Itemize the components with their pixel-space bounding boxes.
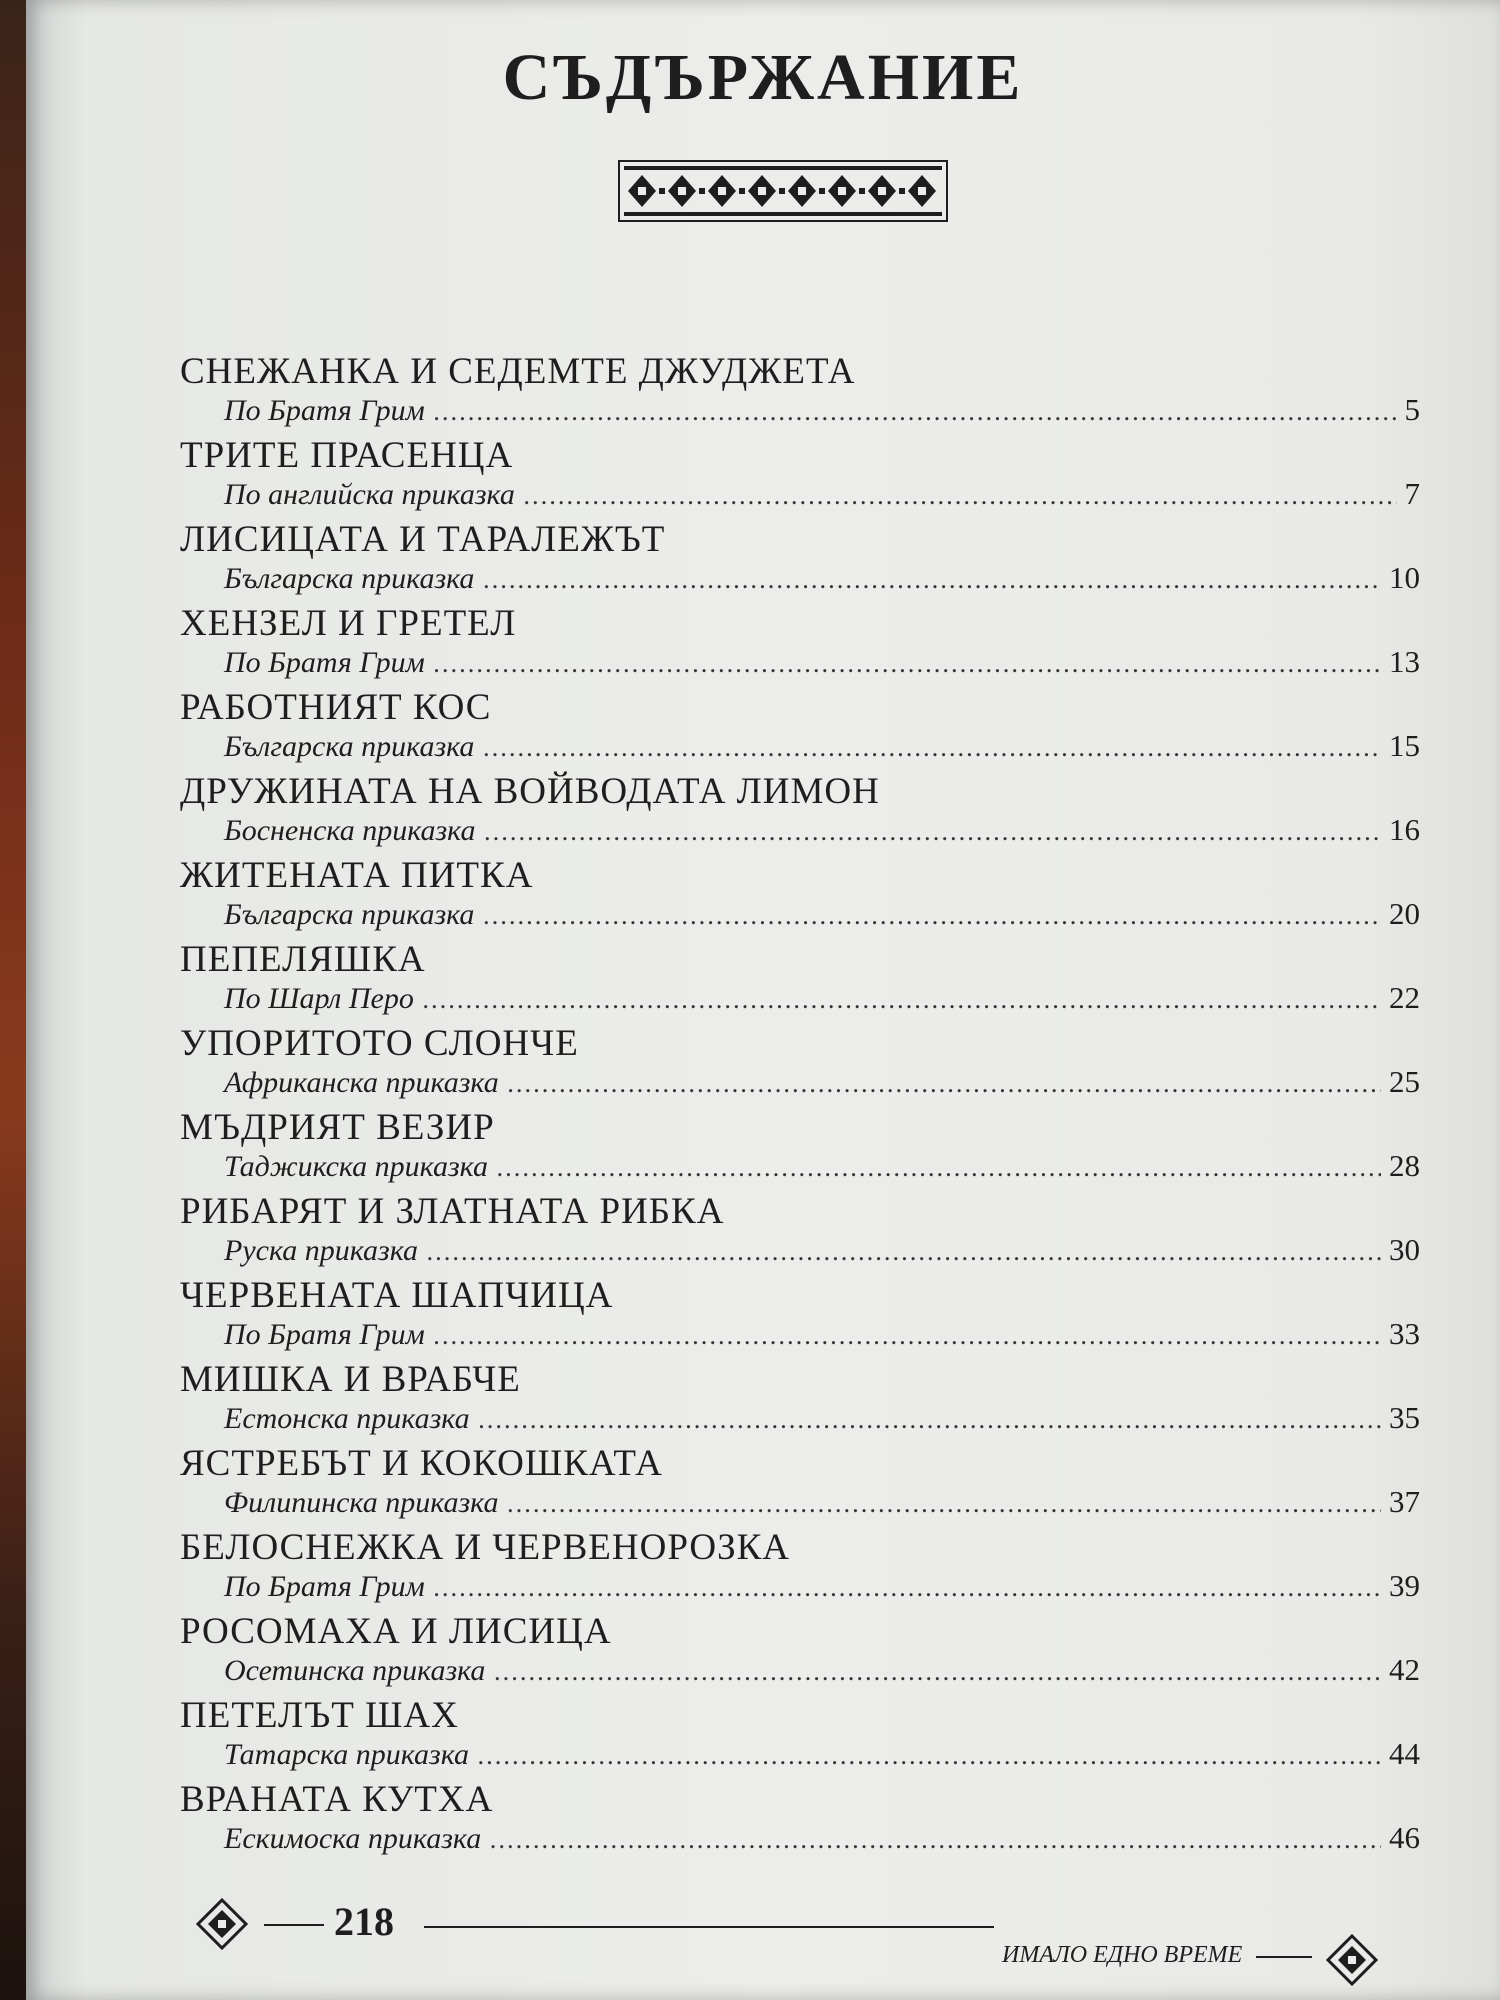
dot-leader bbox=[433, 650, 1381, 678]
toc-entry-line bbox=[224, 560, 1420, 602]
dot-leader bbox=[493, 1658, 1381, 1686]
toc-entry-subtitle: По Братя Грим bbox=[224, 1570, 425, 1603]
dot-leader bbox=[482, 902, 1381, 930]
toc-entry-title: РОСОМАХА И ЛИСИЦА bbox=[180, 1611, 612, 1652]
footer-page-number: 218 bbox=[334, 1899, 394, 1944]
toc-entry-subtitle: Българска приказка bbox=[224, 730, 475, 763]
page-footer bbox=[196, 1898, 1396, 1968]
toc-entry-line bbox=[224, 1484, 1420, 1526]
dot-leader bbox=[507, 1070, 1381, 1098]
toc-entry bbox=[180, 686, 1420, 770]
toc-entry bbox=[180, 1022, 1420, 1106]
toc-entry-subtitle: Босненска приказка bbox=[224, 814, 476, 847]
toc-entry-page-number: 28 bbox=[1389, 1148, 1420, 1183]
page-title: СЪДЪРЖАНИЕ bbox=[502, 41, 1024, 114]
footer-dash bbox=[264, 1924, 324, 1926]
dot-leader bbox=[506, 1490, 1381, 1518]
toc-entry bbox=[180, 1190, 1420, 1274]
toc-entry-title: ЖИТЕНАТА ПИТКА bbox=[180, 855, 534, 896]
dot-leader bbox=[426, 1238, 1381, 1266]
toc-entry-subtitle: Филипинска приказка bbox=[224, 1486, 499, 1519]
toc-entry-title: СНЕЖАНКА И СЕДЕМТЕ ДЖУДЖЕТА bbox=[180, 351, 856, 392]
toc-entry bbox=[180, 1694, 1420, 1778]
toc-entry-subtitle: Естонска приказка bbox=[224, 1402, 470, 1435]
toc-entry-line bbox=[224, 896, 1420, 938]
toc-entry-line bbox=[224, 1232, 1420, 1274]
footer-rule bbox=[424, 1926, 994, 1928]
toc-entry-subtitle: По Братя Грим bbox=[224, 1318, 425, 1351]
toc-entry bbox=[180, 854, 1420, 938]
footer-ornament-icon bbox=[196, 1898, 248, 1950]
toc-entry-line bbox=[224, 1148, 1420, 1190]
toc-entry bbox=[180, 1442, 1420, 1526]
toc-entry bbox=[180, 350, 1420, 434]
toc-entry-subtitle: Руска приказка bbox=[224, 1234, 419, 1267]
toc-entry-page-number: 15 bbox=[1389, 728, 1420, 763]
toc-entry-subtitle: По Братя Грим bbox=[224, 646, 425, 679]
toc-entry-title: ВРАНАТА КУТХА bbox=[180, 1779, 494, 1820]
toc-entry bbox=[180, 938, 1420, 1022]
toc-entry-subtitle: По Шарл Перо bbox=[224, 982, 414, 1015]
toc-entry-title: ПЕТЕЛЪТ ШАХ bbox=[180, 1695, 459, 1736]
toc-entry-line bbox=[224, 1400, 1420, 1442]
toc-entry bbox=[180, 1610, 1420, 1694]
dot-leader bbox=[422, 986, 1381, 1014]
table-of-contents bbox=[180, 350, 1420, 1862]
toc-entry-line bbox=[224, 1736, 1420, 1778]
toc-entry-subtitle: Африканска приказка bbox=[224, 1066, 499, 1099]
toc-entry-title: ДРУЖИНАТА НА ВОЙВОДАТА ЛИМОН bbox=[180, 771, 880, 812]
dot-leader bbox=[433, 1574, 1381, 1602]
toc-entry-page-number: 25 bbox=[1389, 1064, 1420, 1099]
toc-entry-line bbox=[224, 980, 1420, 1022]
toc-entry-title: ЧЕРВЕНАТА ШАПЧИЦА bbox=[180, 1275, 614, 1316]
footer-ornament-icon-right bbox=[1326, 1934, 1378, 1986]
toc-entry-line bbox=[224, 728, 1420, 770]
toc-entry bbox=[180, 770, 1420, 854]
footer-dash-right bbox=[1256, 1956, 1312, 1958]
toc-entry-title: БЕЛОСНЕЖКА И ЧЕРВЕНОРОЗКА bbox=[180, 1527, 791, 1568]
toc-entry-page-number: 37 bbox=[1389, 1484, 1420, 1519]
toc-entry-title: ПЕПЕЛЯШКА bbox=[180, 939, 426, 980]
dot-leader bbox=[489, 1826, 1381, 1854]
dot-leader bbox=[483, 818, 1381, 846]
dot-leader bbox=[482, 566, 1381, 594]
toc-entry-line bbox=[224, 1064, 1420, 1106]
toc-entry-subtitle: По английска приказка bbox=[224, 478, 515, 511]
toc-entry-subtitle: Татарска приказка bbox=[224, 1738, 470, 1771]
dot-leader bbox=[482, 734, 1381, 762]
toc-entry-subtitle: Таджикска приказка bbox=[224, 1150, 488, 1183]
dot-leader bbox=[496, 1154, 1381, 1182]
toc-entry bbox=[180, 434, 1420, 518]
toc-entry-line bbox=[224, 1820, 1420, 1862]
toc-entry-title: ХЕНЗЕЛ И ГРЕТЕЛ bbox=[180, 603, 517, 644]
toc-entry-page-number: 7 bbox=[1404, 476, 1420, 511]
dot-leader bbox=[433, 1322, 1381, 1350]
toc-entry bbox=[180, 1106, 1420, 1190]
toc-entry-page-number: 22 bbox=[1389, 980, 1420, 1015]
toc-entry-page-number: 13 bbox=[1389, 644, 1420, 679]
toc-entry-page-number: 16 bbox=[1389, 812, 1420, 847]
dot-leader bbox=[523, 482, 1397, 510]
toc-entry-page-number: 46 bbox=[1389, 1820, 1420, 1855]
toc-entry-subtitle: По Братя Грим bbox=[224, 394, 425, 427]
toc-entry bbox=[180, 1274, 1420, 1358]
folk-embroidery-ornament-icon bbox=[618, 160, 948, 222]
toc-entry-title: РАБОТНИЯТ КОС bbox=[180, 687, 492, 728]
toc-entry-title: МЪДРИЯТ ВЕЗИР bbox=[180, 1107, 495, 1148]
toc-entry-page-number: 35 bbox=[1389, 1400, 1420, 1435]
toc-entry-title: УПОРИТОТО СЛОНЧЕ bbox=[180, 1023, 579, 1064]
toc-entry-page-number: 20 bbox=[1389, 896, 1420, 931]
toc-entry bbox=[180, 602, 1420, 686]
toc-entry-subtitle: Българска приказка bbox=[224, 562, 475, 595]
toc-entry-title: МИШКА И ВРАБЧЕ bbox=[180, 1359, 521, 1400]
footer-book-title: ИМАЛО ЕДНО ВРЕМЕ bbox=[1002, 1942, 1243, 1968]
dot-leader bbox=[478, 1406, 1381, 1434]
toc-entry bbox=[180, 1358, 1420, 1442]
toc-entry-page-number: 10 bbox=[1389, 560, 1420, 595]
toc-entry-line bbox=[224, 476, 1420, 518]
toc-entry-page-number: 33 bbox=[1389, 1316, 1420, 1351]
dot-leader bbox=[433, 398, 1397, 426]
toc-entry-line bbox=[224, 1568, 1420, 1610]
toc-entry-title: ТРИТЕ ПРАСЕНЦА bbox=[180, 435, 514, 476]
toc-entry-page-number: 39 bbox=[1389, 1568, 1420, 1603]
toc-entry-line bbox=[224, 644, 1420, 686]
toc-entry bbox=[180, 518, 1420, 602]
toc-entry bbox=[180, 1526, 1420, 1610]
toc-entry-subtitle: Ескимоска приказка bbox=[224, 1822, 482, 1855]
toc-entry-title: ЯСТРЕБЪТ И КОКОШКАТА bbox=[180, 1443, 663, 1484]
toc-entry-line bbox=[224, 1652, 1420, 1694]
toc-entry-line bbox=[224, 1316, 1420, 1358]
toc-entry-page-number: 44 bbox=[1389, 1736, 1420, 1771]
dot-leader bbox=[477, 1742, 1381, 1770]
toc-entry-page-number: 30 bbox=[1389, 1232, 1420, 1267]
toc-entry-title: ЛИСИЦАТА И ТАРАЛЕЖЪТ bbox=[180, 519, 666, 560]
toc-entry-line bbox=[224, 392, 1420, 434]
toc-entry-title: РИБАРЯТ И ЗЛАТНАТА РИБКА bbox=[180, 1191, 725, 1232]
toc-entry-page-number: 42 bbox=[1389, 1652, 1420, 1687]
toc-entry-subtitle: Осетинска приказка bbox=[224, 1654, 486, 1687]
book-page bbox=[26, 0, 1500, 2000]
toc-entry bbox=[180, 1778, 1420, 1862]
toc-entry-line bbox=[224, 812, 1420, 854]
toc-entry-page-number: 5 bbox=[1404, 392, 1420, 427]
toc-entry-subtitle: Българска приказка bbox=[224, 898, 475, 931]
